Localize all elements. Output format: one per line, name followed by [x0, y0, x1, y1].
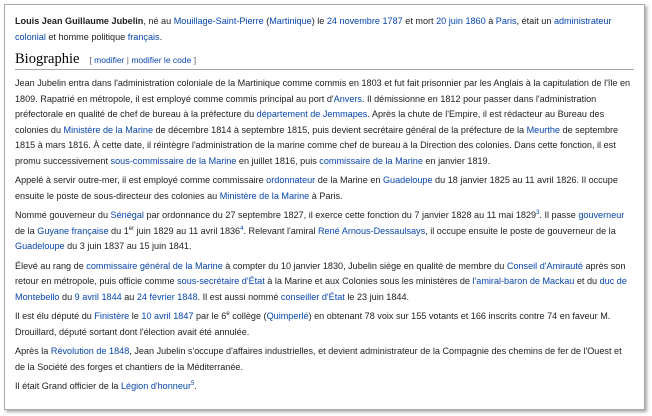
text-run: du — [59, 291, 75, 302]
text-run: ( — [263, 16, 270, 26]
superscript: er — [128, 225, 135, 232]
text-run: , il occupe ensuite le poste de gouverneur de la — [425, 225, 616, 236]
text-run: . Il est aussi nommé — [197, 291, 281, 302]
text-run: de la — [15, 225, 38, 236]
text-run: et homme politique — [45, 31, 128, 42]
text-run: Après la — [15, 346, 51, 356]
text-run: de décembre 1814 à septembre 1815, puis devient secrétaire général de la préfecture de la — [153, 124, 527, 135]
biography-paragraph — [15, 173, 634, 204]
wiki-link[interactable]: Quimperlé — [266, 311, 309, 321]
wiki-link[interactable]: département de Jemmapes — [256, 109, 368, 119]
section-title: Biographie — [15, 51, 80, 67]
biography-paragraph — [15, 259, 634, 306]
edit-bracket-close: ] — [191, 55, 197, 65]
text-run: ) en obtenant 78 voix sur 155 votants et 166 inscrits contre 74 en faveur M. Drouillard, député sortant dont l'élection avait été annulée. — [15, 311, 611, 337]
wiki-link[interactable]: Légion d'honneur — [120, 381, 191, 391]
wiki-link[interactable]: Finistère — [94, 311, 130, 321]
superscript: e — [226, 310, 230, 317]
wiki-link[interactable]: Guadeloupe — [15, 241, 65, 251]
wiki-link[interactable]: commissaire de la Marine — [319, 155, 423, 166]
wiki-link[interactable]: 24 février 1848 — [136, 291, 198, 302]
wiki-link[interactable]: conseiller d'État — [280, 291, 345, 302]
wiki-link[interactable]: Paris — [495, 16, 517, 26]
text-run: à la Marine et aux Colonies sous les ministères de — [264, 276, 473, 286]
text-run: Appelé à servir outre-mer, il est employé comme commissaire — [15, 175, 267, 185]
text-run: du 1 — [108, 225, 129, 236]
edit-bracket-open: [ — [89, 55, 95, 65]
biography-body — [15, 76, 634, 395]
wiki-link[interactable]: Ministère de la Marine — [219, 190, 310, 201]
wiki-link[interactable]: duc de Montebello — [15, 276, 627, 302]
text-run: et mort — [402, 16, 437, 26]
text-run: , né au — [143, 16, 174, 26]
text-run: ) le — [311, 16, 327, 26]
text-run: collège ( — [229, 311, 267, 321]
footnote-ref-link[interactable]: 4 — [240, 225, 244, 232]
text-run: à Paris. — [309, 190, 343, 201]
wiki-link[interactable]: René Arnous-Dessaulsays — [317, 225, 426, 236]
wiki-link[interactable]: administrateur colonial — [15, 16, 612, 42]
intro-paragraph — [15, 14, 634, 45]
edit-source-link[interactable]: modifier le code — [131, 55, 192, 65]
wiki-link[interactable]: 20 juin — [436, 16, 463, 26]
text-run: Il est élu député du — [15, 311, 95, 321]
wiki-link[interactable]: Guadeloupe — [382, 175, 433, 185]
text-run: après son retour en métropole, puis officie comme — [15, 260, 626, 286]
text-run: , était un — [516, 16, 554, 26]
wiki-link[interactable]: Guyane française — [37, 225, 109, 236]
wiki-link[interactable]: gouverneur — [578, 210, 625, 220]
text-run: Il était Grand officier de la — [15, 381, 121, 391]
biography-paragraph — [15, 309, 634, 340]
text-run: du 3 juin 1837 au 15 juin 1841. — [64, 241, 192, 251]
text-run: de la Marine en — [315, 175, 383, 185]
edit-section-links — [89, 55, 196, 65]
text-run: . Relevant l'amiral — [243, 225, 318, 236]
edit-separator: | — [124, 55, 132, 65]
article-frame — [4, 4, 645, 410]
wiki-link[interactable]: Sénégal — [110, 210, 144, 220]
text-run: Nommé gouverneur du — [15, 210, 111, 220]
biography-paragraph — [15, 344, 634, 375]
wiki-link[interactable]: 9 avril 1844 — [74, 291, 122, 302]
text-run: par ordonnance du 27 septembre 1827, il exerce cette fonction du 7 janvier 1828 au 11 mai 1829 — [143, 210, 537, 220]
text-run: . — [194, 381, 197, 391]
footnote-ref-link[interactable]: 5 — [191, 380, 195, 387]
wiki-link[interactable]: commissaire général de la Marine — [86, 260, 223, 271]
biography-paragraph — [15, 379, 634, 395]
wiki-link[interactable]: sous-commissaire de la Marine — [110, 155, 237, 166]
footnote-ref-link[interactable]: 3 — [536, 209, 540, 216]
text-run: et du — [574, 276, 600, 286]
text-run: Élevé au rang de — [15, 260, 87, 271]
wiki-link[interactable]: français — [127, 31, 160, 42]
text-run: en janvier 1819. — [422, 155, 491, 166]
text-run: , Jean Jubelin s'occupe d'affaires industrielles, et devient administrateur de la Compagnie des chemins de fer de l'Ouest et de la Société des forges et chantiers de la Méditerranée. — [15, 346, 622, 372]
wiki-link[interactable]: 24 novembre — [326, 16, 380, 26]
wiki-link[interactable]: 10 avril 1847 — [141, 311, 194, 321]
wiki-link[interactable]: Martinique — [269, 16, 312, 26]
wiki-link[interactable]: Anvers — [333, 93, 362, 104]
wiki-link[interactable]: Ministère de la Marine — [63, 124, 154, 135]
text-run: par le 6 — [193, 311, 227, 321]
text-run: en juillet 1816, puis — [236, 155, 320, 166]
text-run: au — [121, 291, 137, 302]
text-run: Jean Jubelin entra dans l'administration coloniale de la Martinique comme commis en 1803 et fut fait prisonnier par les Anglais à la capitulation de l'île en 1809. Rapatrié en métropole, il est employé comme commis principal au port d' — [15, 78, 631, 104]
text-run: à — [485, 16, 496, 26]
section-heading — [15, 51, 634, 70]
text-run: . Il passe — [539, 210, 579, 220]
text-run: le — [129, 311, 142, 321]
wiki-link[interactable]: 1787 — [382, 16, 403, 26]
wiki-link[interactable]: l'amiral-baron de Mackau — [472, 276, 575, 286]
wiki-link[interactable]: Mouillage-Saint-Pierre — [173, 16, 264, 26]
text-run: juin 1829 au 11 avril 1836 — [134, 225, 241, 236]
text-run: . Après la chute de l'Empire, il est rédacteur au Bureau des colonies du — [15, 109, 605, 135]
text-run: . — [159, 31, 163, 42]
text-run: à compter du 10 janvier 1830, Jubelin siège en qualité de membre du — [222, 260, 507, 271]
wiki-link[interactable]: sous-secrétaire d'État — [177, 276, 265, 286]
biography-paragraph — [15, 208, 634, 255]
biography-paragraph — [15, 76, 634, 169]
wiki-link[interactable]: ordonnateur — [266, 175, 316, 185]
text-run: . Il démissionne en 1812 pour passer dans l'administration préfectorale en qualité de chef de bureau à la préfecture du — [15, 93, 597, 119]
text-run: de septembre 1815 à mars 1816. À cette date, il réintègre l'administration de la marine comme chef de bureau à la Direction des colonies. Dans cette fonction, il est promu successivement — [15, 124, 619, 166]
wiki-link[interactable]: Révolution de 1848 — [50, 346, 130, 356]
edit-link[interactable]: modifier — [94, 55, 125, 65]
wiki-link[interactable]: 1860 — [465, 16, 486, 26]
text-run: du 18 janvier 1825 au 11 avril 1826. Il occupe ensuite le poste de sous-directeur des colonies au — [15, 175, 618, 201]
article-subject-name: Louis Jean Guillaume Jubelin — [15, 16, 144, 26]
wiki-link[interactable]: Meurthe — [526, 124, 560, 135]
wiki-link[interactable]: Conseil d'Amirauté — [506, 260, 583, 271]
text-run: le 23 juin 1844. — [344, 291, 410, 302]
